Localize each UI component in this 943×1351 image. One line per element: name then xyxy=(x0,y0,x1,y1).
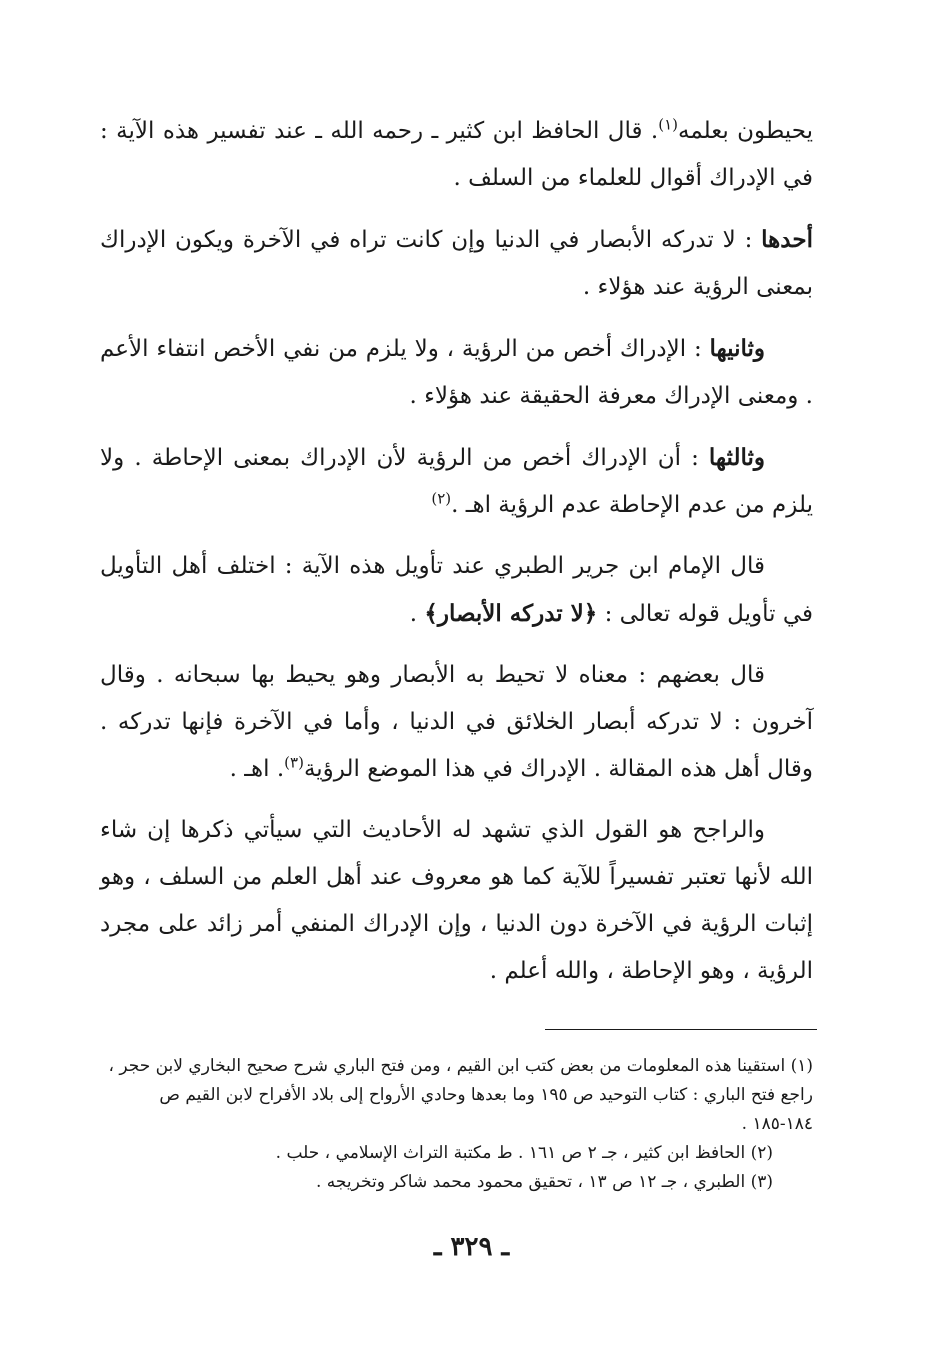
paragraph-text-rest: . قال الحافظ ابن كثير ـ رحمه الله ـ عند تفسير هذه الآية : في الإدراك أقوال للعلماء من السلف . xyxy=(100,118,813,191)
paragraph-3 xyxy=(100,325,813,420)
paragraph-4 xyxy=(100,434,813,529)
paragraph-5 xyxy=(100,543,813,638)
paragraph-lead: وثانيها xyxy=(709,335,765,362)
paragraph-1 xyxy=(100,108,813,202)
paragraph-text: قال الإمام ابن جرير الطبري عند تأويل هذه الآية : اختلف أهل التأويل في تأويل قوله تعالى : xyxy=(100,553,813,627)
footnote-ref-1: (١) xyxy=(658,115,679,134)
footnotes xyxy=(100,1052,813,1197)
footnote-1: (١) استقينا هذه المعلومات من بعض كتب ابن القيم ، ومن فتح الباري شرح صحيح البخاري لابن حجر ، راجع فتح الباري : كتاب التوحيد ص ١٩٥ وما بعدها وحادي الأرواح إلى بلاد الأفراح لابن القيم ص ١٨٤-١٨٥ . xyxy=(108,1056,813,1134)
paragraph-text-rest: . xyxy=(409,601,425,627)
page-number: ـ ٣٢٩ ـ xyxy=(433,1232,510,1262)
paragraph-text-rest: . اهـ . xyxy=(229,756,285,782)
footnote-3: (٣) الطبري ، جـ ١٢ ص ١٣ ، تحقيق محمود محمد شاكر وتخريجه . xyxy=(315,1172,773,1192)
paragraph-text: قال بعضهم : معناه لا تحيط به الأبصار وهو يحيط بها سبحانه . وقال آخرون : لا تدركه أبصار الخلائق في الدنيا ، وأما في الآخرة فإنها تدركه . وقال أهل هذه المقالة . الإدراك في هذا الموضع الرؤية xyxy=(100,662,813,782)
paragraph-7 xyxy=(100,807,813,995)
footnote-ref-2: (٢) xyxy=(431,489,452,508)
footnote-divider xyxy=(545,1029,817,1030)
paragraph-2 xyxy=(100,216,813,311)
paragraph-lead: أحدها xyxy=(761,226,813,253)
quran-quote: ﴿لا تدركه الأبصار﴾ xyxy=(424,600,598,627)
paragraph-text: : لا تدركه الأبصار في الدنيا وإن كانت تراه في الآخرة ويكون الإدراك بمعنى الرؤية عند هؤلاء . xyxy=(100,227,813,300)
footnote-ref-3: (٣) xyxy=(284,753,304,772)
paragraph-6 xyxy=(100,652,813,793)
paragraph-text: : الإدراك أخص من الرؤية ، ولا يلزم من نفي الأخص انتفاء الأعم . ومعنى الإدراك معرفة الحقيقة عند هؤلاء . xyxy=(100,336,813,409)
paragraph-text: والراجح هو القول الذي تشهد له الأحاديث التي سيأتي ذكرها إن شاء الله لأنها تعتبر تفسيراً للآية كما هو معروف عند أهل العلم من السلف ، وهو إثبات الرؤية في الآخرة دون الدنيا ، وإن الإدراك المنفي أمر زائد على مجرد الرؤية ، وهو الإحاطة ، والله أعلم . xyxy=(100,817,813,984)
main-text xyxy=(100,108,813,1009)
paragraph-text: : أن الإدراك أخص من الرؤية لأن الإدراك بمعنى الإحاطة . ولا يلزم من عدم الإحاطة عدم الرؤية اهـ . xyxy=(100,445,813,518)
footnote-2: (٢) الحافظ ابن كثير ، جـ ٢ ص ١٦١ . ط مكتبة التراث الإسلامي ، حلب . xyxy=(275,1143,773,1163)
paragraph-lead: وثالثها xyxy=(708,444,765,471)
paragraph-text: يحيطون بعلمه xyxy=(678,118,813,144)
